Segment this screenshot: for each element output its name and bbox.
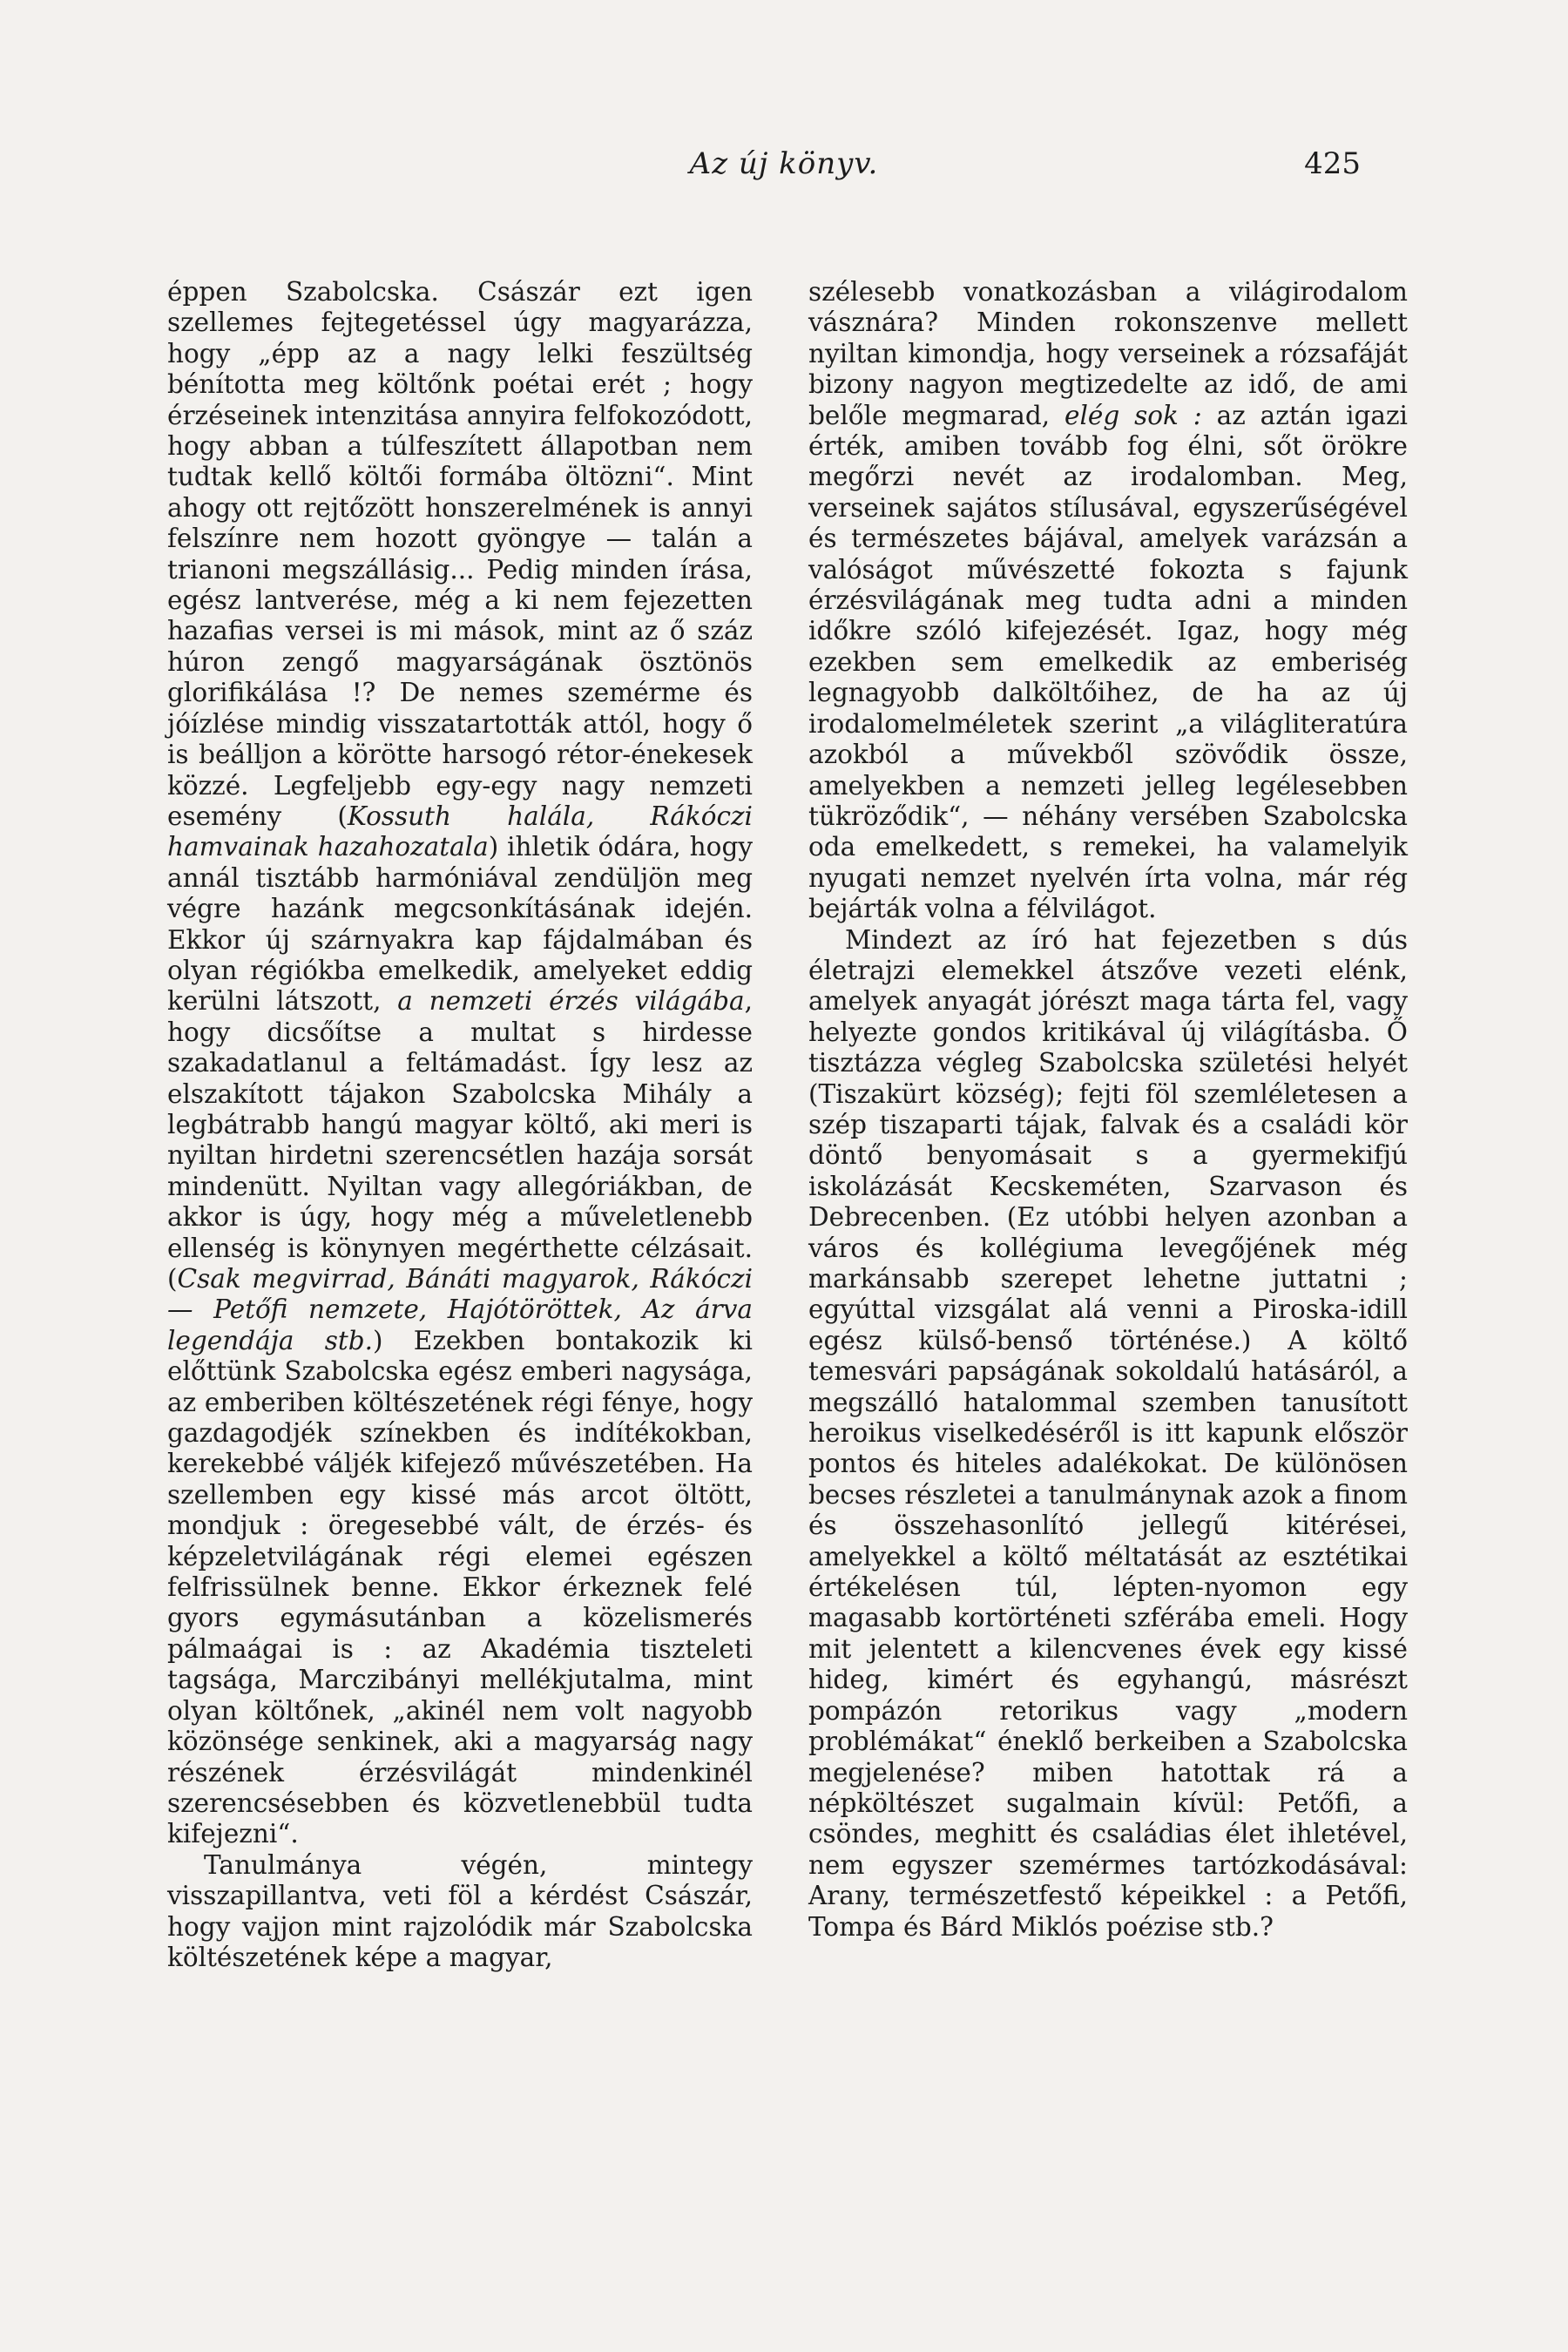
italic-title-run: Kossuth halála, Rákóczi hamvainak hazahozatala — [167, 801, 753, 862]
page-number: 425 — [1304, 146, 1361, 181]
text-run: ) ihletik ódára, hogy annál tisztább harmóniával zendüljön meg végre hazánk megcsonkításának idején. Ekkor új szárnyakra kap fájdalmában és olyan régiókba emelkedik, amelyeket eddig kerülni látszott, — [167, 832, 753, 1017]
left-paragraph-2: Tanulmánya végén, mintegy visszapillantva, veti föl a kérdést Császár, hogy vajjon mint rajzolódik már Szabolcska költészetének képe a magyar, — [167, 1849, 753, 1972]
italic-title-run: Csak megvirrad, Bánáti magyarok, Rákóczi— Petőfi nemzete, Hajótöröttek, Az árva legendája stb. — [167, 1264, 753, 1355]
right-paragraph-1 — [808, 277, 1408, 925]
running-header-title: Az új könyv. — [689, 146, 879, 181]
right-paragraph-2: Mindezt az író hat fejezetben s dús életrajzi elemekkel átszőve vezeti elénk, amelyek anyagát jórészt maga tárta fel, vagy helyezte gondos kritikával új világításba. Ő tisztázza végleg Szabolcska születési helyét (Tiszakürt község); fejti föl szemléletesen a szép tiszaparti tájak, falvak és a családi kör döntő benyomásait s a gyermekifjú iskolázását Kecskeméten, Szarvason és Debrecenben. (Ez utóbbi helyen azonban a város és kollégiuma levegőjének még markánsabb szerepet lehetne juttatni ; egyúttal vizsgálat alá venni a Piroska-idill egész külső-benső történése.) A költő temesvári papságának sokoldalú hatásáról, a megszálló hatalommal szemben tanusított heroikus viselkedéséről is itt kapunk először pontos és hiteles adalékokat. De különösen becses részletei a tanulmánynak azok a finom és összehasonlító jellegű kitérései, amelyekkel a költő méltatását az esztétikai értékelésen túl, lépten-nyomon egy magasabb kortörténeti szférába emeli. Hogy mit jelentett a kilencvenes évek egy kissé hideg, kimért és egyhangú, másrészt pompázón retorikus vagy „modern problémákat“ éneklő berkeiben a Szabolcska megjelenése? miben hatottak rá a népköltészet sugalmain kívül: Petőfi, a csöndes, meghitt és családias élet ihletével, nem egyszer szemérmes tartózkodásával: Arany, természetfestő képeikkel : a Petőfi, Tompa és Bárd Miklós poézise stb.? — [808, 924, 1408, 1942]
text-run: , hogy dicsőítse a multat s hirdesse szakadatlanul a feltámadást. Így lesz az elszakított tájakon Szabolcska Mihály a legbátrabb hangú magyar költő, aki meri is nyiltan hirdetni szerencsétlen hazája sorsát mindenütt. Nyiltan vagy allegóriákban, de akkor is úgy, hogy még a műveletlenebb ellenség is könynyen megérthette célzásait. ( — [167, 986, 753, 1294]
left-paragraph-1 — [167, 277, 753, 1850]
left-column — [167, 277, 753, 1973]
right-column — [808, 277, 1408, 1943]
text-run: az aztán igazi érték, amiben tovább fog élni, sőt örökre megőrzi nevét az irodalomban. Meg, verseinek sajátos stílusával, egyszerűségével és természetes bájával, amelyek varázsán a valóságot művészetté fokozta s fajunk érzésvilágának meg tudta adni a minden időkre szóló kifejezését. Igaz, hogy még ezekben sem emelkedik az emberiség legnagyobb dalköltőihez, de ha az új irodalomelméletek szerint „a világliteratúra azokból a művekből szövődik össze, amelyekben a nemzeti jelleg legélesebben tükröződik“, — néhány versében Szabolcska oda emelkedett, s remekei, ha valamelyik nyugati nemzet nyelvén írta volna, már rég bejárták volna a félvilágot. — [808, 400, 1408, 924]
text-run: éppen Szabolcska. Császár ezt igen szellemes fejtegetéssel úgy magyarázza, hogy „épp az a nagy lelki feszültség bénította meg költőnk poétai erét ; hogy érzéseinek intenzitása annyira felfokozódott, hogy abban a túlfeszített állapotban nem tudtak kellő költői formába öltözni“. Mint ahogy ott rejtőzött honszerelmének is annyi felszínre nem hozott gyöngye — talán a trianoni megszállásig... Pedig minden írása, egész lantverése, még a ki nem fejezetten hazafias versei is mi mások, mint az ő száz húron zengő magyarságának ösztönös glorifikálása !? De nemes szemérme és jóízlése mindig visszatartották attól, hogy ő is beálljon a körötte harsogó rétor-énekesek közzé. Legfeljebb egy-egy nagy nemzeti esemény ( — [167, 277, 753, 831]
italic-phrase-run: elég sok : — [1064, 400, 1202, 430]
text-run: szélesebb vonatkozásban a világirodalom vásznára? Minden rokonszenve mellett nyiltan kimondja, hogy verseinek a rózsafáját bizony nagyon megtizedelte az idő, de ami belőle megmarad, — [808, 277, 1408, 430]
italic-phrase-run: a nemzeti érzés világába — [397, 986, 745, 1017]
text-run: ) Ezekben bontakozik ki előttünk Szabolcska egész emberi nagysága, az emberiben költészetének régi fénye, hogy gazdagodjék színekben és indítékokban, kerekebbé váljék kifejező művészetében. Ha szellemben egy kissé más arcot öltött, mondjuk : öregesebbé vált, de érzés- és képzeletvilágának régi elemei egészen felfrissülnek benne. Ekkor érkeznek felé gyors egymásutánban a közelismerés pálmaágai is : az Akadémia tiszteleti tagsága, Marczibányi mellékjutalma, mint olyan költőnek, „akinél nem volt nagyobb közönsége senkinek, aki a magyarság nagy részének érzésvilágát mindenkinél szerencsésebben és közvetlenebbül tudta kifejezni“. — [167, 1325, 753, 1849]
